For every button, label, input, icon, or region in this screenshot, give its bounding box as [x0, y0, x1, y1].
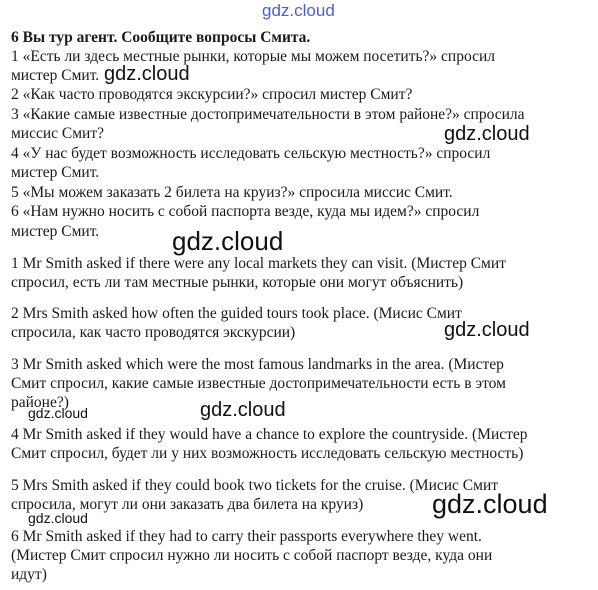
watermark: gdz.cloud — [28, 510, 88, 526]
question-line: 6 «Нам нужно носить с собой паспорта везде, куда мы идем?» спросил — [11, 203, 480, 220]
question-line: мистер Смит. — [11, 164, 100, 181]
question-line: 4 «У нас будет возможность исследовать сельскую местность?» спросил — [11, 145, 491, 162]
watermark: gdz.cloud — [200, 399, 286, 421]
watermark: gdz.cloud — [444, 319, 530, 341]
question-line: мистер Смит. — [11, 67, 100, 84]
answer-line: 4 Mr Smith asked if they would have a chance to explore the countryside. (Мистер — [11, 426, 528, 443]
answer-line: спросила, могут ли они заказать два билета на круиз) — [11, 496, 364, 513]
watermark: gdz.cloud — [104, 63, 190, 85]
watermark-top: gdz.cloud — [262, 1, 335, 20]
watermark: gdz.cloud — [172, 226, 284, 256]
question-line: 5 «Мы можем заказать 2 билета на круиз?» спросила миссис Смит. — [11, 184, 453, 201]
answer-line: идут) — [11, 566, 47, 583]
answer-line: Смит спросил, будет ли у них возможность исследовать сельскую местность) — [11, 445, 524, 462]
answer-line: районе?) — [11, 394, 69, 411]
question-line: 2 «Как часто проводятся экскурсии?» спросил мистер Смит? — [11, 86, 413, 103]
watermark: gdz.cloud — [444, 123, 530, 145]
question-line: 3 «Какие самые известные достопримечательности в этом районе?» спросила — [11, 106, 525, 123]
answer-line: спросил, есть ли там местные рынки, которые они могут объяснить) — [11, 274, 464, 291]
question-line: миссис Смит? — [11, 125, 105, 142]
question-line: 1 «Есть ли здесь местные рынки, которые мы можем посетить?» спросил — [11, 48, 496, 65]
answer-line: спросила, как часто проводятся экскурсии) — [11, 324, 296, 341]
answer-line: 3 Mr Smith asked which were the most famous landmarks in the area. (Мистер — [11, 356, 504, 373]
answer-line: 1 Mr Smith asked if there were any local markets they can visit. (Мистер Смит — [11, 255, 506, 272]
answer-line: 5 Mrs Smith asked if they could book two tickets for the cruise. (Мисис Смит — [11, 477, 499, 494]
answer-line: 2 Mrs Smith asked how often the guided tours took place. (Мисис Смит — [11, 305, 462, 322]
watermark: gdz.cloud — [28, 405, 88, 421]
answer-line: Смит спросил, какие самые известные достопримечательности есть в этом — [11, 375, 506, 392]
answer-line: 6 Mr Smith asked if they had to carry their passports everywhere they went. — [11, 528, 482, 545]
watermark: gdz.cloud — [432, 489, 548, 519]
question-line: мистер Смит. — [11, 223, 100, 240]
answer-line: (Мистер Смит спросил нужно ли носить с собой паспорт везде, куда они — [11, 547, 493, 564]
task-title: 6 Вы тур агент. Сообщите вопросы Смита. — [11, 29, 311, 46]
